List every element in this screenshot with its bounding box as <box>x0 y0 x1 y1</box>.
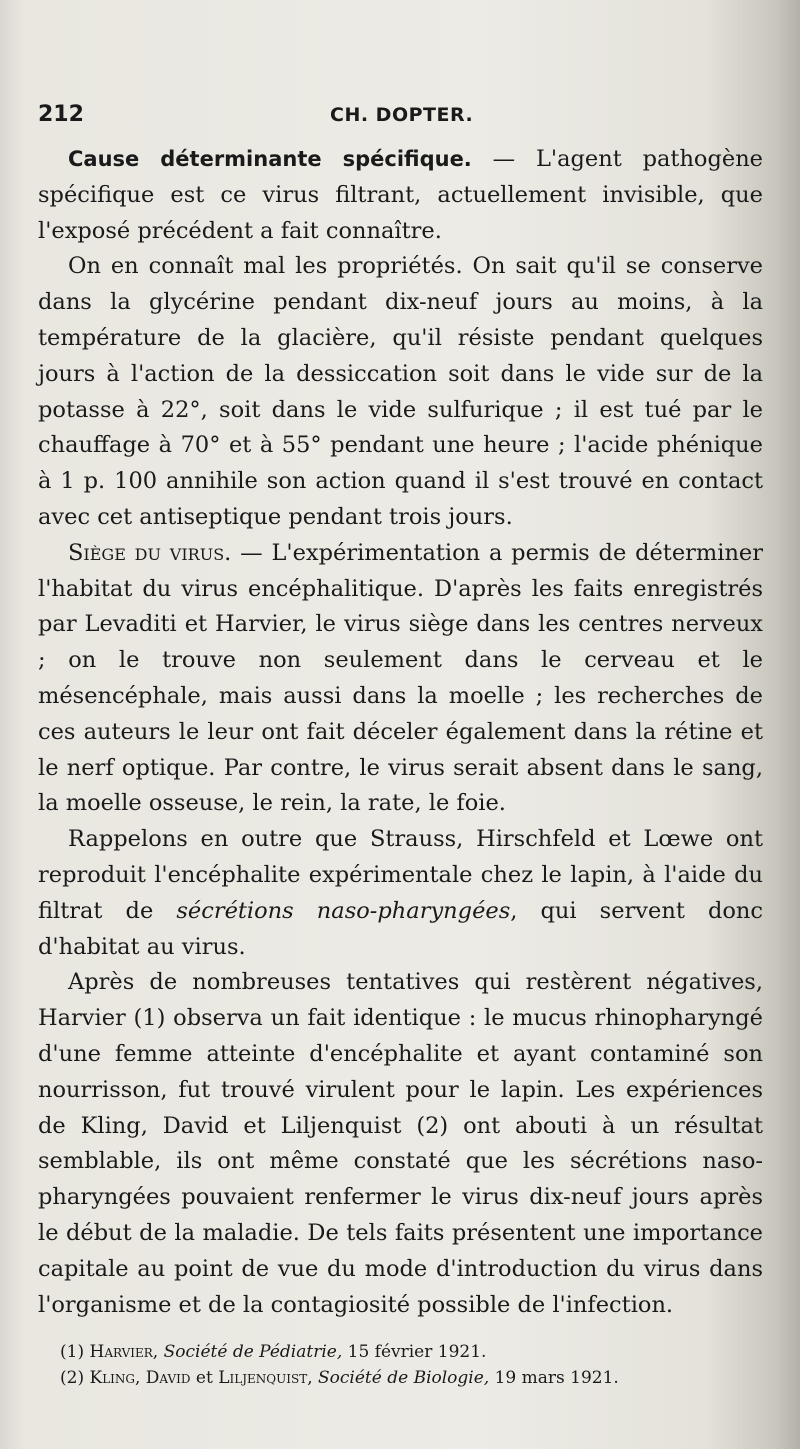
footnote-date: 19 mars 1921. <box>489 1368 619 1389</box>
italic-term: sécrétions naso-pharyngées <box>176 897 511 924</box>
footnote-date: 15 février 1921. <box>342 1342 487 1363</box>
section-lead-siege: Siège du virus. <box>68 539 232 566</box>
footnote-joiner: et <box>190 1368 219 1389</box>
paragraph-text: Après de nombreuses tentatives qui restèrent négatives, Harvier (1) observa un fait identique : le mucus rhinopharyngé d'une femme atteinte d'encéphalite et ayant contaminé son nourrisson, fut trouvé virulent pour le lapin. Les expériences de Kling, David et Liljenquist (2) ont abouti à un résultat semblable, ils ont même constaté que les sécrétions naso-pharyngées pouvaient renfermer le virus dix-neuf jours après le début de la maladie. De tels faits présentent une importance capitale au point de vue du mode d'introduction du virus dans l'organisme et de la contagiosité possible de l'infection. <box>38 969 763 1318</box>
paragraph-text: On en connaît mal les propriétés. On sait qu'il se conserve dans la glycérine pendant dix-neuf jours au moins, à la température de la glacière, qu'il résiste pendant quelques jours à l'action de la dessiccation soit dans le vide sur de la potasse à 22°, soit dans le vide sulfurique ; il est tué par le chauffage à 70° et à 55° pendant une heure ; l'acide phénique à 1 p. 100 annihile son action quand il s'est trouvé en contact avec cet antiseptique pendant trois jours. <box>38 253 763 530</box>
footnote-marker: (1) <box>60 1342 85 1363</box>
running-header <box>38 100 763 142</box>
paragraph-text: — L'agent pathogène spécifique est ce virus filtrant, actuellement invisible, que l'exposé précédent a fait connaître. <box>38 146 764 244</box>
footnote-2 <box>38 1365 763 1391</box>
section-lead-cause: Cause déterminante spécifique. <box>68 147 472 171</box>
running-title: CH. DOPTER. <box>330 104 474 126</box>
page-number: 212 <box>38 102 84 127</box>
paragraph-cause <box>38 142 763 249</box>
book-page <box>38 100 763 1391</box>
paragraph-siege <box>38 536 763 822</box>
footnote-journal: Société de Biologie, <box>318 1368 490 1389</box>
footnote-author: Kling, David <box>89 1368 191 1389</box>
paragraph-text: Rappelons en outre que Strauss, Hirschfeld et Lœwe ont reproduit l'encéphalite expérimentale chez le lapin, à l'aide du filtrat de <box>38 826 763 924</box>
footnote-marker: (2) <box>60 1368 85 1389</box>
paragraph-text: , qui servent donc d'habitat au virus. <box>38 897 763 960</box>
paragraph-text: — L'expérimentation a permis de déterminer l'habitat du virus encéphalitique. D'après les faits enregistrés par Levaditi et Harvier, le virus siège dans les centres nerveux ; on le trouve non seulement dans le cerveau et le mésencéphale, mais aussi dans la moelle ; les recherches de ces auteurs le leur ont fait déceler également dans la rétine et le nerf optique. Par contre, le virus serait absent dans le sang, la moelle osseuse, le rein, la rate, le foie. <box>38 539 764 817</box>
footnote-journal: Société de Pédiatrie, <box>163 1342 343 1363</box>
paragraph-rappelons <box>38 822 763 965</box>
paragraph-apres <box>38 965 763 1323</box>
footnote-author-2: Liljenquist, <box>218 1368 313 1389</box>
footnote-author: Harvier, <box>89 1342 159 1363</box>
footnotes <box>38 1339 763 1391</box>
footnote-1 <box>38 1339 763 1365</box>
paragraph-properties <box>38 249 763 535</box>
page-body <box>38 142 763 1323</box>
